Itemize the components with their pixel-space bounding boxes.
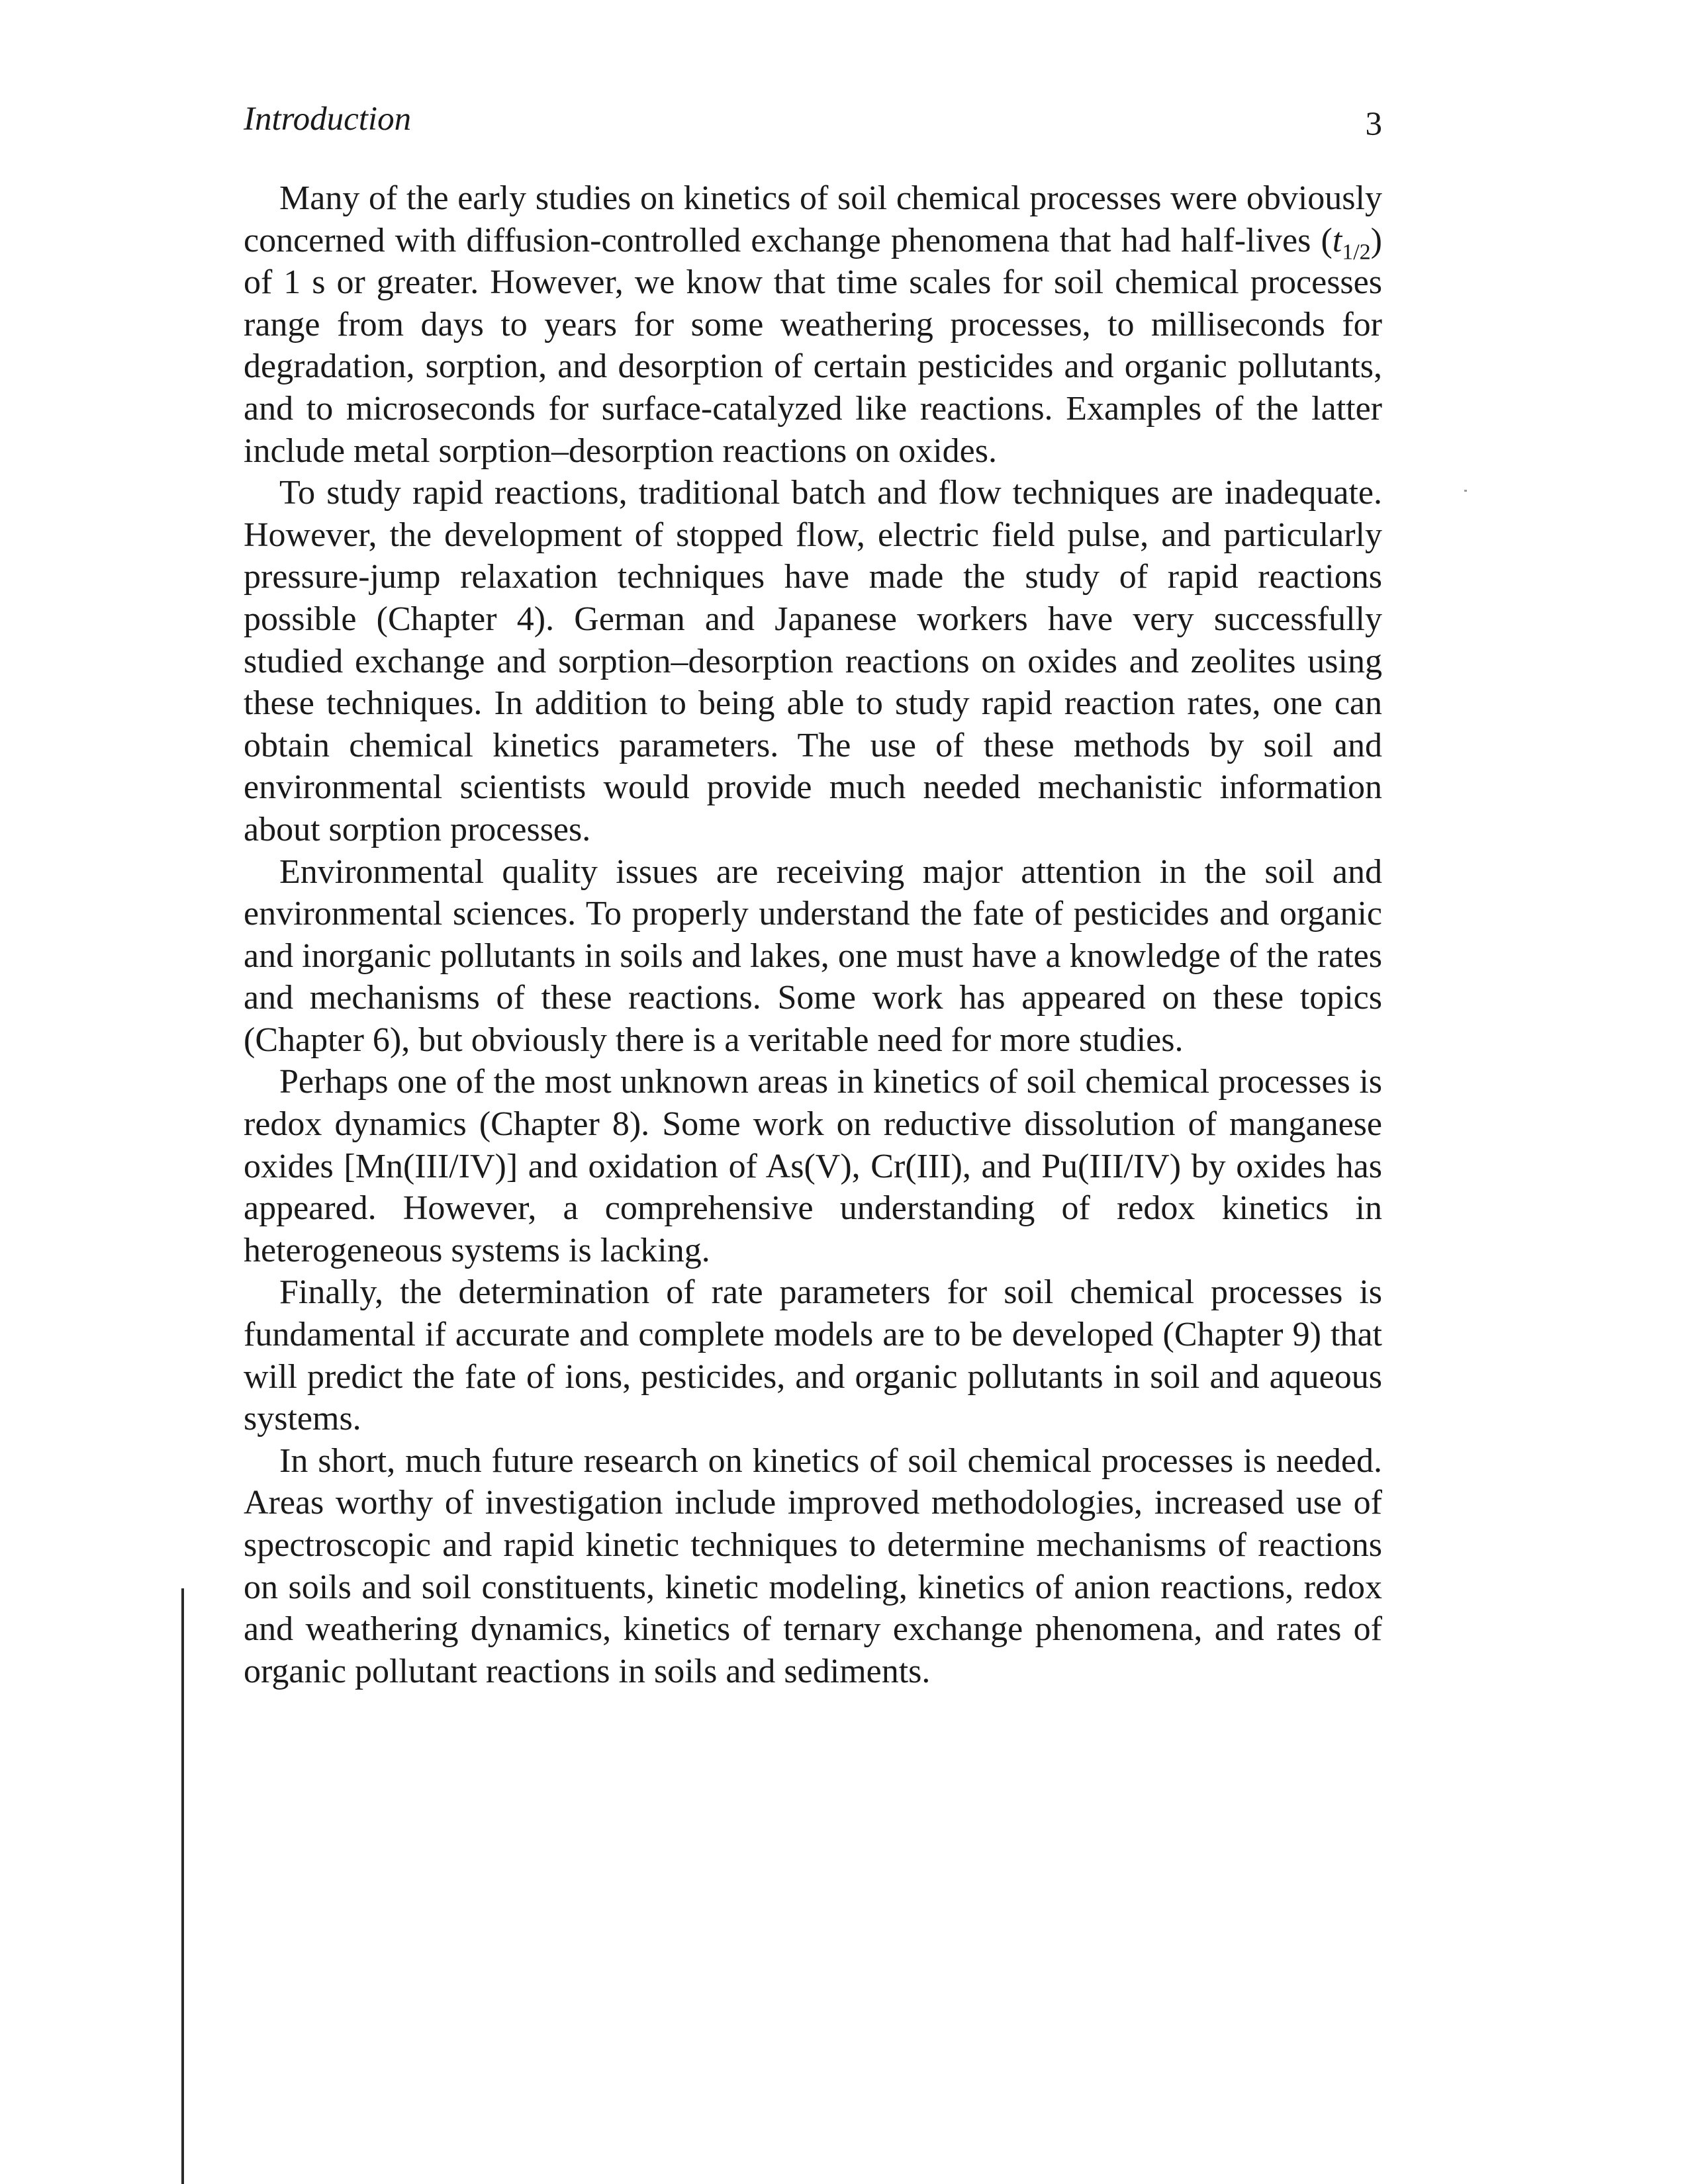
half-life-symbol: t xyxy=(1332,221,1342,259)
paragraph-4: Perhaps one of the most unknown areas in kinetics of soil chemical processes is redox dynamics (Chapter 8). Some work on reductive dissolution of manganese oxides [Mn(III/IV)] and oxidation of As(V), Cr(III), and Pu(III/IV) by oxides has appeared. However, a comprehensive understanding of redox kinetics in heterogeneous systems is lacking. xyxy=(244,1063,1382,1269)
paragraph-2: To study rapid reactions, traditional batch and flow techniques are inadequate. However, the development of stopped flow, electric field pulse, and particularly pressure-jump relaxation techniques have made the study of rapid reactions possible (Chapter 4). German and Japanese workers have very successfully studied exchange and sorption–desorption reactions on oxides and zeolites using these techniques. In addition to being able to study rapid reaction rates, one can obtain chemical kinetics parameters. The use of these methods by soil and environmental scientists would provide much needed mechanistic information about sorption processes. xyxy=(244,474,1382,848)
half-life-subscript: 1/2 xyxy=(1342,239,1371,264)
running-title: Introduction xyxy=(244,101,412,138)
binding-edge-line xyxy=(181,1588,184,2184)
paragraph-3: Environmental quality issues are receiving major attention in the soil and environmental sciences. To properly understand the fate of pesticides and organic and inorganic pollutants in soils and lakes, one must have a knowledge of the rates and mechanisms of these reactions. Some work has appeared on these topics (Chapter 6), but obviously there is a veritable need for more studies. xyxy=(244,852,1382,1059)
paragraph-1-text-b: ) of 1 s or greater. However, we know that time scales for soil chemical processes range from days to years for some weathering processes, to milliseconds for degradation, sorption, and desorption of certain pesticides and organic pollutants, and to microseconds for surface-catalyzed like reactions. Examples of the latter include metal sorption–desorption reactions on oxides. xyxy=(244,221,1382,470)
scan-speck xyxy=(1464,490,1467,492)
paragraph-1 xyxy=(244,177,1382,472)
paragraph-6: In short, much future research on kinetics of soil chemical processes is needed. Areas worthy of investigation include improved methodologies, increased use of spectroscopic and rapid kinetic techniques to determine mechanisms of reactions on soils and soil constituents, kinetic modeling, kinetics of anion reactions, redox and weathering dynamics, kinetics of ternary exchange phenomena, and rates of organic pollutant reactions in soils and sediments. xyxy=(244,1441,1382,1690)
paragraph-5: Finally, the determination of rate parameters for soil chemical processes is fundamental if accurate and complete models are to be developed (Chapter 9) that will predict the fate of ions, pesticides, and organic pollutants in soil and aqueous systems. xyxy=(244,1273,1382,1438)
paragraph-1-text-a: Many of the early studies on kinetics of soil chemical processes were obviously concerned with diffusion-controlled exchange phenomena that had half-lives ( xyxy=(244,179,1382,259)
page-number: 3 xyxy=(1365,106,1382,143)
running-head xyxy=(244,96,1382,142)
body-text xyxy=(244,177,1382,1692)
